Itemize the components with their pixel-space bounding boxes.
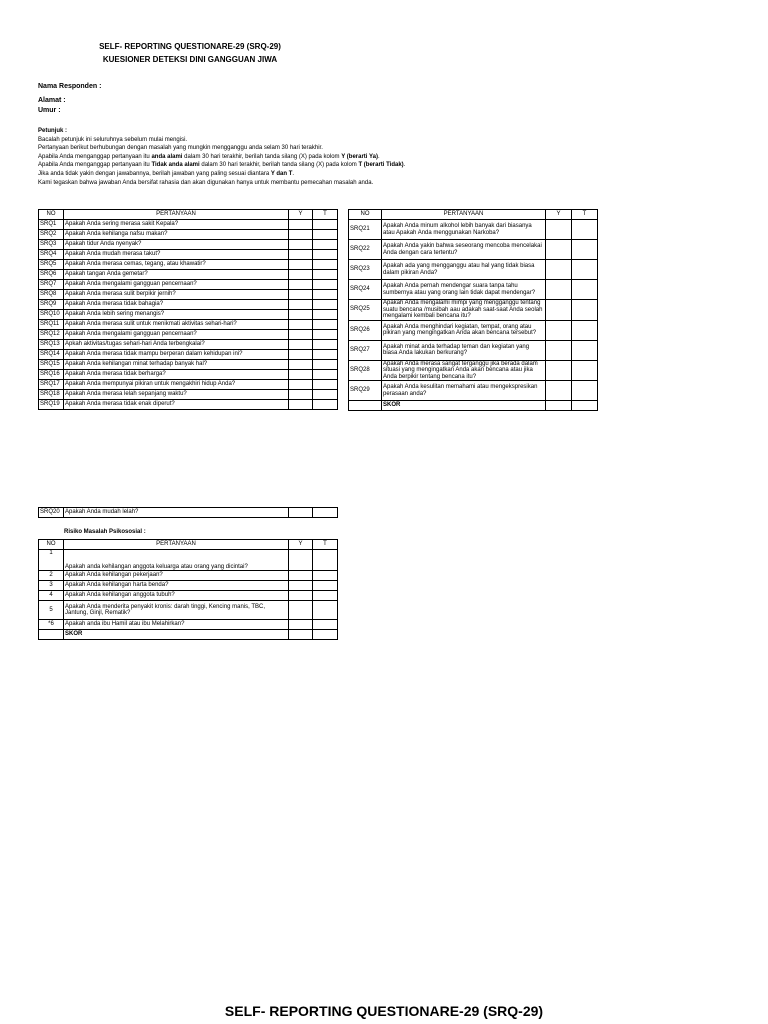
row-number: SRQ17 [39, 380, 64, 390]
row-number: *6 [39, 620, 64, 630]
yes-cell[interactable] [289, 290, 313, 300]
address-label: Alamat : [38, 97, 66, 104]
row-number: SRQ20 [39, 508, 64, 518]
row-number: SRQ3 [39, 240, 64, 250]
row-number: SRQ16 [39, 370, 64, 380]
table-row [39, 310, 338, 320]
yes-cell[interactable] [289, 230, 313, 240]
no-cell[interactable] [313, 280, 338, 290]
no-cell[interactable] [313, 340, 338, 350]
row-question: Apakah Anda kehilangan anggota tubuh? [64, 591, 289, 601]
no-cell[interactable] [313, 310, 338, 320]
row-number: 2 [39, 571, 64, 581]
srq-table-2 [348, 209, 598, 411]
col-no-answer: T [313, 540, 338, 550]
col-question: PERTANYAAN [64, 540, 289, 550]
table-row [349, 280, 598, 300]
table-row [349, 300, 598, 321]
col-no: NO [349, 210, 382, 220]
col-no: NO [39, 210, 64, 220]
table-row [39, 591, 338, 601]
yes-cell[interactable] [546, 280, 572, 300]
row-question: Apakah anda kehilangan anggota keluarga atau orang yang dicintai? [64, 550, 289, 571]
instruction-line: Pertanyaan berikut berhubungan dengan masalah yang mungkin mengganggu anda selam 30 hari terakhir. [38, 145, 323, 152]
row-number: SRQ22 [349, 240, 382, 260]
table-row [39, 240, 338, 250]
yes-cell[interactable] [546, 360, 572, 381]
row-question: Apakah Anda lebih sering menangis? [64, 310, 289, 320]
no-cell[interactable] [572, 240, 598, 260]
table-row [39, 550, 338, 571]
row-number: 1 [39, 550, 64, 571]
table-row [349, 240, 598, 260]
yes-cell[interactable] [289, 300, 313, 310]
row-number: SRQ11 [39, 320, 64, 330]
yes-cell[interactable] [546, 260, 572, 280]
yes-cell[interactable] [289, 260, 313, 270]
row-question: Apakah Anda merasa lelah sepanjang waktu? [64, 390, 289, 400]
row-number: 4 [39, 591, 64, 601]
table-row [39, 250, 338, 260]
yes-cell[interactable] [289, 550, 313, 571]
table-row [349, 360, 598, 381]
score-yes-cell[interactable] [546, 401, 572, 411]
row-question: Apakah Anda mengalami gangguan pencernaan? [64, 280, 289, 290]
row-number: SRQ29 [349, 381, 382, 401]
table-row [349, 340, 598, 360]
table-row [39, 330, 338, 340]
yes-cell[interactable] [546, 381, 572, 401]
yes-cell[interactable] [289, 620, 313, 630]
yes-cell[interactable] [546, 220, 572, 240]
row-question: Apakah Anda minum alkohol lebih banyak dari biasanya atau Apakah Anda menggunakan Narkoba? [382, 220, 546, 240]
row-number: SRQ5 [39, 260, 64, 270]
psychosocial-heading: Risiko Masalah Psikososial : [64, 529, 146, 535]
row-question: Apakah Anda menghindari kegiatan, tempat, orang atau pikiran yang mengingatkan Anda akan bencana tersebut? [382, 320, 546, 340]
row-number: SRQ13 [39, 340, 64, 350]
row-number: SRQ25 [349, 300, 382, 321]
table-row [39, 260, 338, 270]
row-question: Apakah Anda mengalami mimpi yang mengganggu tentang suatu bencana /musibah aau adakah saat-saat Anda seolah mengalami kembali bencana itu? [382, 300, 546, 321]
table-row [39, 230, 338, 240]
row-question: Apakah tidur Anda nyenyak? [64, 240, 289, 250]
yes-cell[interactable] [546, 240, 572, 260]
yes-cell[interactable] [289, 320, 313, 330]
no-cell[interactable] [313, 380, 338, 390]
row-number: SRQ9 [39, 300, 64, 310]
col-question: PERTANYAAN [382, 210, 546, 220]
footer-title: SELF- REPORTING QUESTIONARE-29 (SRQ-29) [224, 1003, 544, 1019]
row-number: SRQ26 [349, 320, 382, 340]
no-cell[interactable] [313, 390, 338, 400]
row-question: Apakah Anda menderita penyakit kronis: darah tinggi, Kencing manis, TBC, Jantung, Ginjl, Rematik? [64, 601, 289, 620]
yes-cell[interactable] [289, 370, 313, 380]
row-number: SRQ4 [39, 250, 64, 260]
yes-cell[interactable] [289, 330, 313, 340]
row-question: Apakah ada yang mengganggu atau hal yang tidak biasa dalam pikiran Anda? [382, 260, 546, 280]
table-row [39, 290, 338, 300]
row-number: SRQ15 [39, 360, 64, 370]
no-cell[interactable] [313, 330, 338, 340]
yes-cell[interactable] [289, 380, 313, 390]
row-question: Apakah Anda merasa sulit untuk menikmati aktivitas sehari-hari? [64, 320, 289, 330]
row-question: Apakah Anda kehilangan harta benda? [64, 581, 289, 591]
row-question: Apakah Anda kehilangan minat terhadap banyak hal? [64, 360, 289, 370]
instruction-line: Jika anda tidak yakin dengan jawabannya, berilah jawaban yang paling sesuai diantara Y dan T. [38, 170, 295, 177]
table-row [349, 381, 598, 401]
col-no: NO [39, 540, 64, 550]
col-yes: Y [289, 210, 313, 220]
table-row [39, 370, 338, 380]
no-cell[interactable] [572, 260, 598, 280]
row-number: 5 [39, 601, 64, 620]
table-row [39, 320, 338, 330]
yes-cell[interactable] [289, 591, 313, 601]
row-number: SRQ21 [349, 220, 382, 240]
no-cell[interactable] [572, 381, 598, 401]
yes-cell[interactable] [289, 270, 313, 280]
table-row [349, 220, 598, 240]
yes-cell[interactable] [289, 340, 313, 350]
table-row [39, 280, 338, 290]
yes-cell[interactable] [546, 300, 572, 321]
no-cell[interactable] [572, 320, 598, 340]
row-number: SRQ28 [349, 360, 382, 381]
no-cell[interactable] [313, 260, 338, 270]
instruction-line: Apabila Anda menganggap pertanyaan itu Tidak anda alami dalam 30 hari terakhir, berilah tanda silang (X) pada kolom T (berarti Tidak). [38, 162, 406, 169]
row-number: SRQ1 [39, 220, 64, 230]
no-cell[interactable] [313, 400, 338, 410]
col-no-answer: T [313, 210, 338, 220]
row-question: Apkah aktivitas/tugas sehari-hari Anda terbengkalai? [64, 340, 289, 350]
yes-cell[interactable] [546, 340, 572, 360]
row-question: Apakah Anda merasa tidak bahagia? [64, 300, 289, 310]
col-yes: Y [546, 210, 572, 220]
yes-cell[interactable] [289, 390, 313, 400]
yes-cell[interactable] [289, 240, 313, 250]
table-row [39, 380, 338, 390]
score-label: SKOR [382, 401, 546, 411]
row-number: SRQ8 [39, 290, 64, 300]
row-question: Apakah Anda kehilanga nafsu makan? [64, 230, 289, 240]
score-yes-cell[interactable] [289, 630, 313, 640]
srq-table-1 [38, 209, 338, 410]
row-question: Apakah Anda merasa tidak berharga? [64, 370, 289, 380]
yes-cell[interactable] [289, 220, 313, 230]
no-cell[interactable] [313, 571, 338, 581]
row-number: SRQ23 [349, 260, 382, 280]
row-question: Apakah Anda yakin bahwa seseorang mencoba mencelakai Anda dengan cara tertentu? [382, 240, 546, 260]
table-row [349, 260, 598, 280]
row-question: Apakah Anda merasa sulit berpikir jernih? [64, 290, 289, 300]
score-row [349, 401, 598, 411]
instruction-line: Bacalah petunjuk ini seluruhnya sebelum mulai mengisi. [38, 136, 188, 143]
row-number: SRQ14 [39, 350, 64, 360]
table-row [39, 508, 338, 518]
row-question: Apakah Anda pernah mendengar suara tanpa tahu sumbernya atau yang orang lain tidak dapat mendengar? [382, 280, 546, 300]
score-blank [39, 630, 64, 640]
table-row [39, 270, 338, 280]
table-row [39, 220, 338, 230]
row-number: SRQ18 [39, 390, 64, 400]
no-cell[interactable] [313, 240, 338, 250]
no-cell[interactable] [313, 620, 338, 630]
no-cell[interactable] [313, 601, 338, 620]
yes-cell[interactable] [289, 400, 313, 410]
yes-cell[interactable] [289, 350, 313, 360]
no-cell[interactable] [313, 581, 338, 591]
table-row [39, 581, 338, 591]
row-number: SRQ19 [39, 400, 64, 410]
srq20-table [38, 507, 338, 518]
no-cell[interactable] [313, 270, 338, 280]
col-no-answer: T [572, 210, 598, 220]
age-label: Umur : [38, 107, 61, 114]
yes-cell[interactable] [546, 320, 572, 340]
row-question: Apakah Anda mengalami gangguan pencernaan? [64, 330, 289, 340]
yes-cell[interactable] [289, 571, 313, 581]
score-row [39, 630, 338, 640]
no-cell[interactable] [313, 591, 338, 601]
no-cell[interactable] [313, 360, 338, 370]
row-number: SRQ2 [39, 230, 64, 240]
form-title: SELF- REPORTING QUESTIONARE-29 (SRQ-29) [99, 42, 281, 51]
instructions-heading: Petunjuk : [38, 128, 68, 134]
score-blank [349, 401, 382, 411]
row-question: Apakah Anda mempunyai pikiran untuk mengakhiri hidup Anda? [64, 380, 289, 390]
score-no-cell[interactable] [572, 401, 598, 411]
col-yes: Y [289, 540, 313, 550]
row-question: Apakah tangan Anda gemetar? [64, 270, 289, 280]
respondent-name-label: Nama Responden : [38, 83, 102, 90]
col-question: PERTANYAAN [64, 210, 289, 220]
instructions [38, 127, 508, 187]
no-cell[interactable] [313, 370, 338, 380]
yes-cell[interactable] [289, 601, 313, 620]
row-question: Apakah Anda merasa sangat terganggu jika berada dalam situasi yang mengingatkan Anda akan bencana atau jika Anda berpikir tentang bencana itu? [382, 360, 546, 381]
yes-cell[interactable] [289, 310, 313, 320]
row-question: Apakah Anda kesulitan memahami atau mengekspresikan perasaan anda? [382, 381, 546, 401]
no-cell[interactable] [572, 340, 598, 360]
table-row [39, 360, 338, 370]
table-row [39, 390, 338, 400]
row-question: Apakah Anda merasa cemas, tegang, atau khawatir? [64, 260, 289, 270]
no-cell[interactable] [572, 220, 598, 240]
score-no-cell[interactable] [313, 630, 338, 640]
no-cell[interactable] [572, 360, 598, 381]
table-row [39, 571, 338, 581]
no-cell[interactable] [313, 508, 338, 518]
table-row [39, 350, 338, 360]
yes-cell[interactable] [289, 250, 313, 260]
psychosocial-table [38, 539, 338, 640]
no-cell[interactable] [572, 300, 598, 321]
row-question: Apakah Anda mudah merasa takut? [64, 250, 289, 260]
row-question: Apakah Anda merasa tidak enak diperut? [64, 400, 289, 410]
no-cell[interactable] [313, 350, 338, 360]
no-cell[interactable] [572, 280, 598, 300]
row-number: SRQ12 [39, 330, 64, 340]
row-number: 3 [39, 581, 64, 591]
row-number: SRQ27 [349, 340, 382, 360]
yes-cell[interactable] [289, 360, 313, 370]
no-cell[interactable] [313, 250, 338, 260]
instruction-line: Kami tegaskan bahwa jawaban Anda bersifat rahasia dan akan digunakan hanya untuk membantu pemecahan masalah anda. [38, 179, 374, 186]
row-question: Apakah Anda kehilangan pekerjaan? [64, 571, 289, 581]
row-number: SRQ7 [39, 280, 64, 290]
row-question: Apakah Anda mudah lelah? [64, 508, 289, 518]
yes-cell[interactable] [289, 280, 313, 290]
yes-cell[interactable] [289, 508, 313, 518]
no-cell[interactable] [313, 290, 338, 300]
table-row [39, 620, 338, 630]
row-question: Apakah anda ibu Hamil atau ibu Melahirkan? [64, 620, 289, 630]
row-question: Apakah minat anda terhadap teman dan kegiatan yang biasa Anda lakukan berkurang? [382, 340, 546, 360]
no-cell[interactable] [313, 230, 338, 240]
score-label: SKOR [64, 630, 289, 640]
row-number: SRQ10 [39, 310, 64, 320]
no-cell[interactable] [313, 320, 338, 330]
no-cell[interactable] [313, 220, 338, 230]
instruction-line: Apabila Anda menganggap pertanyaan itu anda alami dalam 30 hari terakhir, berilah tanda silang (X) pada kolom Y (berarti Ya). [38, 153, 380, 160]
no-cell[interactable] [313, 550, 338, 571]
row-question: Apakah Anda sering merasa sakit Kepala? [64, 220, 289, 230]
table-row [39, 601, 338, 620]
table-row [39, 400, 338, 410]
row-question: Apakah Anda merasa tidak mampu berperan dalam kehidupan ini? [64, 350, 289, 360]
yes-cell[interactable] [289, 581, 313, 591]
row-number: SRQ6 [39, 270, 64, 280]
no-cell[interactable] [313, 300, 338, 310]
form-subtitle: KUESIONER DETEKSI DINI GANGGUAN JIWA [102, 55, 278, 64]
table-row [349, 320, 598, 340]
row-number: SRQ24 [349, 280, 382, 300]
table-row [39, 300, 338, 310]
table-row [39, 340, 338, 350]
